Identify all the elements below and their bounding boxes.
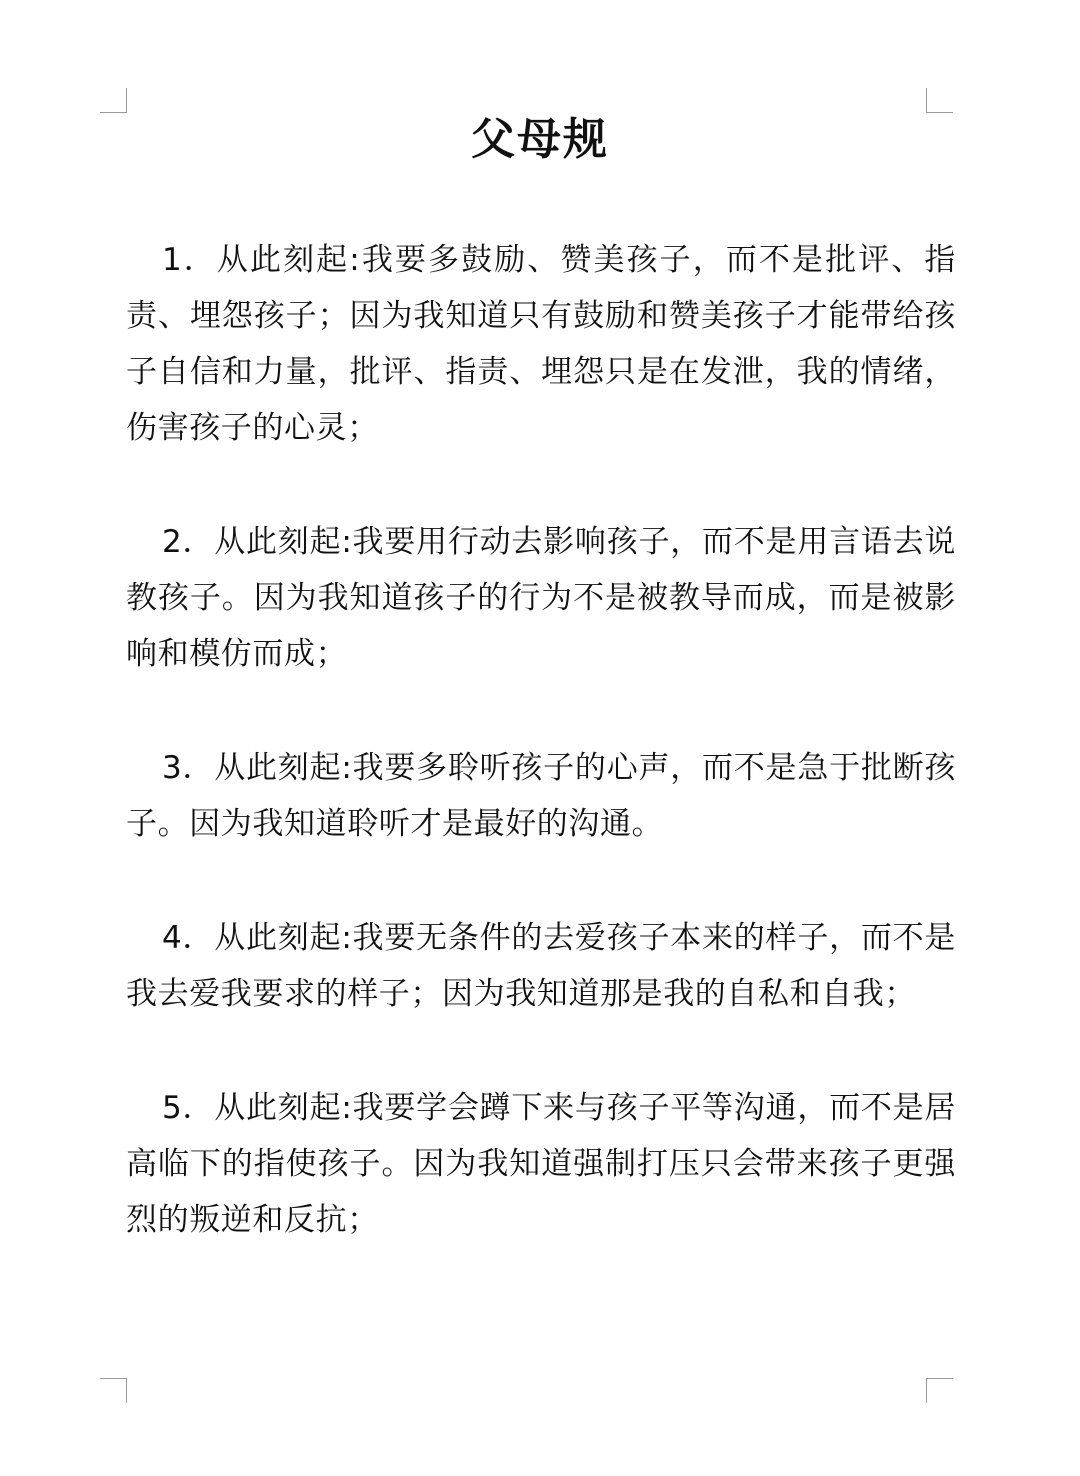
document-body	[126, 232, 956, 1248]
crop-mark-bottom-left	[100, 1378, 127, 1403]
paragraph-3: 3．从此刻起:我要多聆听孩子的心声，而不是急于批断孩子。因为我知道聆听才是最好的沟通。	[126, 750, 956, 842]
paragraph-1: 1．从此刻起:我要多鼓励、赞美孩子，而不是批评、指责、埋怨孩子；因为我知道只有鼓励和赞美孩子才能带给孩子自信和力量，批评、指责、埋怨只是在发泄，我的情绪，伤害孩子的心灵；	[126, 242, 956, 446]
paragraph-4: 4．从此刻起:我要无条件的去爱孩子本来的样子，而不是我去爱我要求的样子；因为我知道那是我的自私和自我；	[126, 920, 956, 1012]
paragraph-2: 2．从此刻起:我要用行动去影响孩子，而不是用言语去说教孩子。因为我知道孩子的行为不是被教导而成，而是被影响和模仿而成；	[126, 524, 956, 672]
paragraph-5: 5．从此刻起:我要学会蹲下来与孩子平等沟通，而不是居高临下的指使孩子。因为我知道强制打压只会带来孩子更强烈的叛逆和反抗；	[126, 1090, 956, 1238]
crop-mark-bottom-right	[926, 1378, 953, 1403]
document-title: 父母规	[471, 114, 609, 165]
